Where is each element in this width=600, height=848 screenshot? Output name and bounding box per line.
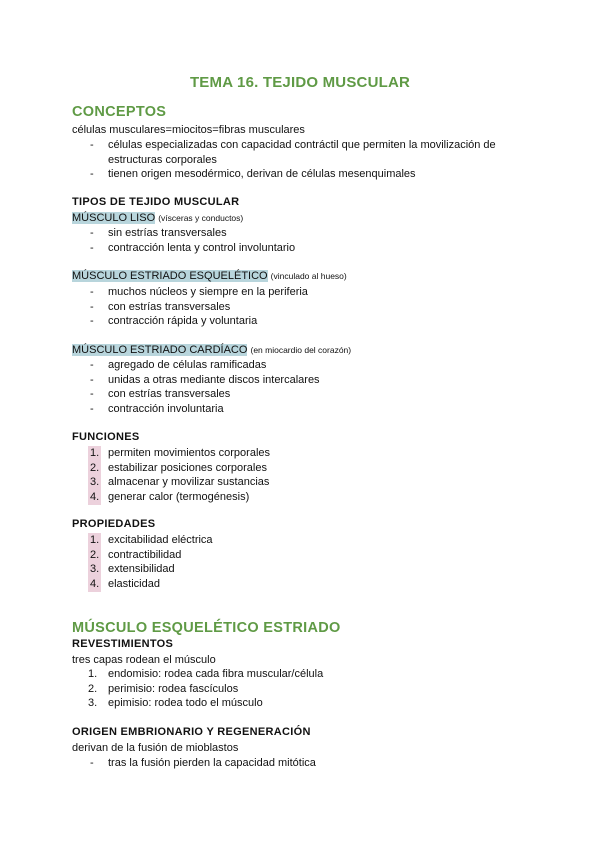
list-item: 2. contractibilidad <box>90 548 182 561</box>
list-item: 3. almacenar y movilizar sustancias <box>90 476 270 489</box>
list-item: 4. generar calor (termogénesis) <box>90 491 250 504</box>
revestimientos-intro: tres capas rodean el músculo <box>72 654 216 666</box>
subheading-revestimientos: REVESTIMIENTOS <box>72 638 174 650</box>
list-item: 1. endomisio: rodea cada fibra muscular/célula <box>88 668 324 680</box>
list-item: - contracción lenta y control involuntario <box>90 241 296 254</box>
tipo-cardiaco-list <box>0 358 320 417</box>
conceptos-list <box>0 138 500 182</box>
list-item: - tras la fusión pierden la capacidad mitótica <box>90 757 316 769</box>
tipo-liso-list <box>0 226 295 255</box>
section-heading-conceptos: CONCEPTOS <box>72 104 167 120</box>
tipo-esqueletico-list <box>0 285 308 329</box>
section-heading-propiedades: PROPIEDADES <box>72 518 156 530</box>
tipo-esqueletico-title: MÚSCULO ESTRIADO ESQUELÉTICO (vinculado al hueso) <box>72 270 347 282</box>
list-item: - muchos núcleos y siempre en la periferia <box>90 286 308 298</box>
propiedades-list <box>0 533 213 592</box>
list-item: 3. epimisio: rodea todo el músculo <box>88 697 263 710</box>
list-item: - células especializadas con capacidad contráctil que permiten la movilización de estructuras corporales <box>90 139 496 166</box>
tipo-cardiaco-title: MÚSCULO ESTRIADO CARDÍACO (en miocardio del corazón) <box>72 344 352 356</box>
list-item: - contracción rápida y voluntaria <box>90 315 258 328</box>
section-heading-esqueletico-estriado: MÚSCULO ESQUELÉTICO ESTRIADO <box>72 620 341 636</box>
page-title: TEMA 16. TEJIDO MUSCULAR <box>189 74 411 91</box>
list-item: 4. elasticidad <box>90 578 160 591</box>
list-item: - agregado de células ramificadas <box>90 359 267 371</box>
list-item: - contracción involuntaria <box>90 403 224 416</box>
funciones-list <box>0 446 270 505</box>
section-heading-tipos: TIPOS DE TEJIDO MUSCULAR <box>72 196 240 208</box>
list-item: 2. estabilizar posiciones corporales <box>90 461 267 474</box>
list-item: 3. extensibilidad <box>90 563 175 576</box>
subheading-origen: ORIGEN EMBRIONARIO Y REGENERACIÓN <box>72 726 311 738</box>
list-item: - con estrías transversales <box>90 300 231 313</box>
origen-intro: derivan de la fusión de mioblastos <box>72 742 239 754</box>
list-item: 1. permiten movimientos corporales <box>90 447 271 459</box>
list-item: - sin estrías transversales <box>90 227 227 239</box>
revestimientos-list <box>0 667 323 711</box>
list-item: - unidas a otras mediante discos intercalares <box>90 373 320 386</box>
list-item: - tienen origen mesodérmico, derivan de células mesenquimales <box>90 168 416 181</box>
list-item: - con estrías transversales <box>90 388 231 401</box>
list-item: 2. perimisio: rodea fascículos <box>88 682 239 695</box>
tipo-liso-title: MÚSCULO LISO (vísceras y conductos) <box>72 212 244 224</box>
list-item: 1. excitabilidad eléctrica <box>90 534 213 546</box>
section-heading-funciones: FUNCIONES <box>72 431 140 443</box>
conceptos-definition: células musculares=miocitos=fibras musculares <box>72 124 305 136</box>
origen-list <box>0 756 316 771</box>
